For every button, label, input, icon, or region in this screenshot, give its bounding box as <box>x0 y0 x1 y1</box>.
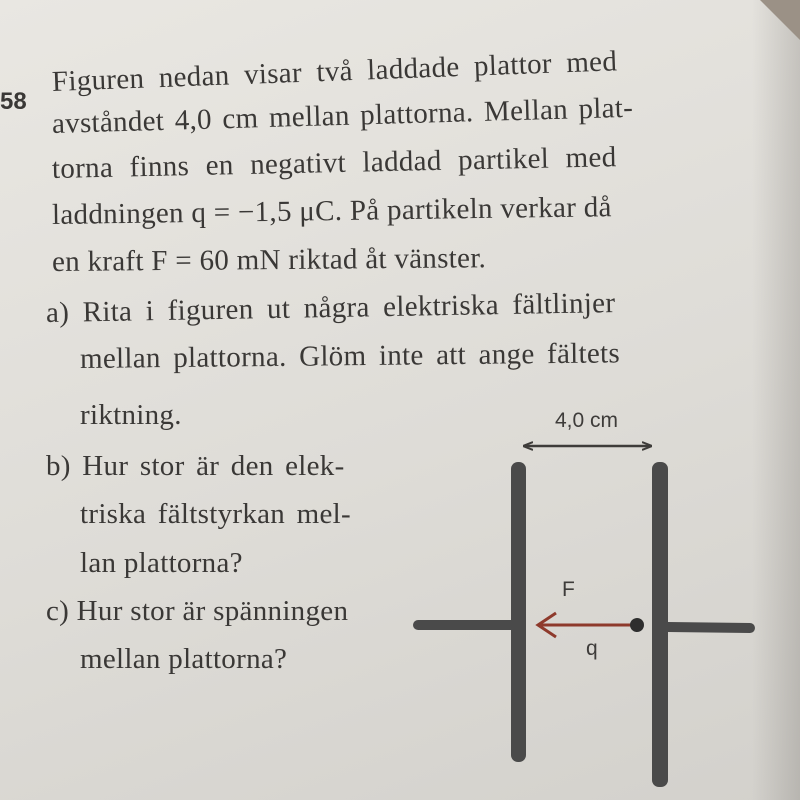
left-plate <box>511 462 526 762</box>
right-plate <box>652 462 668 787</box>
question-a-line-3: riktning. <box>80 399 182 431</box>
question-b-line-3: lan plattorna? <box>80 547 243 579</box>
force-label: F <box>562 578 575 601</box>
question-c-line-2: mellan plattorna? <box>80 643 288 675</box>
right-wire <box>668 627 750 628</box>
question-c-line-1: c) Hur stor är spänningen <box>46 595 349 627</box>
intro-line-3: torna finns en negativt laddad partikel med <box>51 141 617 185</box>
intro-line-2: avståndet 4,0 cm mellan plattorna. Mellan plat- <box>51 91 634 140</box>
charge-label: q <box>586 637 598 660</box>
distance-label: 4,0 cm <box>555 409 619 432</box>
charged-particle <box>630 618 644 632</box>
question-a-line-1: a) Rita i figuren ut några elektriska fältlinjer <box>45 287 616 329</box>
question-a-line-2: mellan plattorna. Glöm inte att ange fältets <box>79 337 621 375</box>
intro-line-1: Figuren nedan visar två laddade plattor med <box>51 45 618 98</box>
problem-number: 58 <box>0 88 27 115</box>
intro-line-4: laddningen q = −1,5 μC. På partikeln verkar då <box>51 191 612 231</box>
question-b-line-2: triska fältstyrkan mel- <box>80 498 351 530</box>
question-b-line-1: b) Hur stor är den elek- <box>46 450 345 482</box>
intro-line-5: en kraft F = 60 mN riktad åt vänster. <box>51 242 487 278</box>
